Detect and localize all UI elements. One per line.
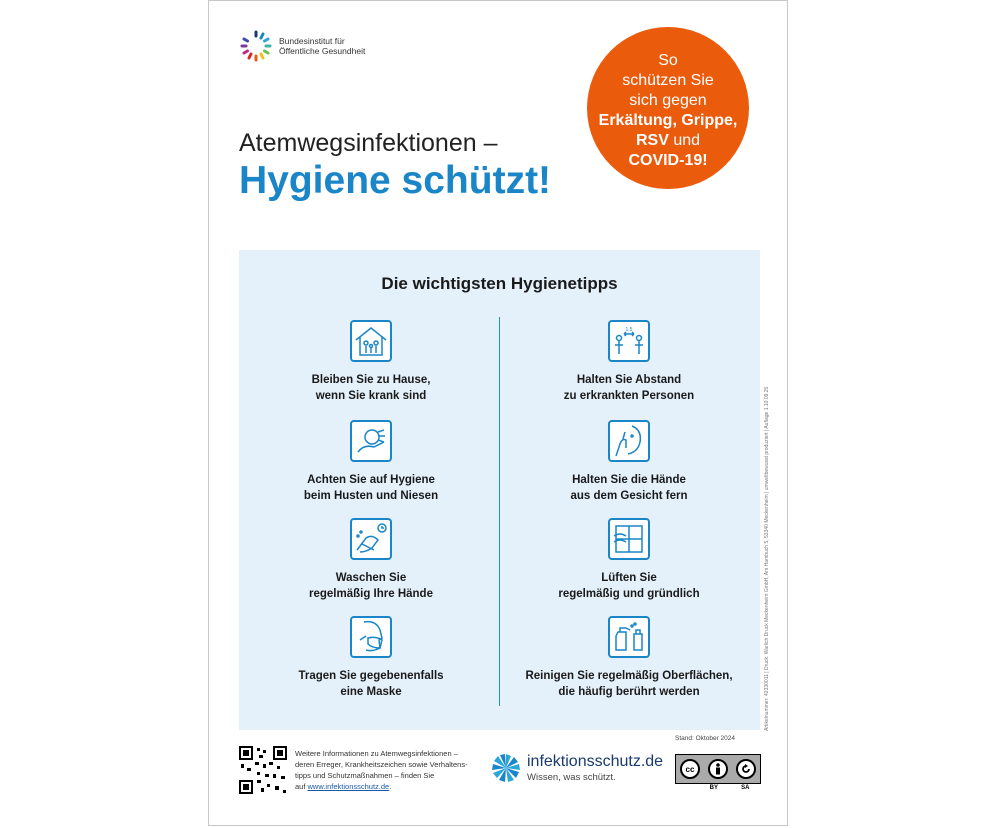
tip-ventilate <box>509 518 749 602</box>
cc-license-badge <box>675 754 761 784</box>
badge-line-3: sich gegen <box>629 92 707 109</box>
badge-line-5b: und <box>668 132 701 149</box>
date-stamp: Stand: Oktober 2024 <box>675 735 735 742</box>
by-person-icon <box>708 759 728 779</box>
tip-clean-surfaces <box>509 616 749 700</box>
tip-label: Reinigen Sie regelmäßig Oberflächen, die häufig berührt werden <box>525 670 733 698</box>
brand-logo <box>491 753 663 783</box>
badge-line-2: schützen Sie <box>622 72 714 89</box>
spray-icon <box>608 616 650 658</box>
badge-line-4: Erkältung, Grippe, <box>598 112 738 129</box>
window-icon <box>608 518 650 560</box>
cc-by-label: BY <box>709 785 718 791</box>
badge-line-6: COVID-19! <box>628 152 708 169</box>
target-badge <box>587 27 749 189</box>
tip-label: Bleiben Sie zu Hause, wenn Sie krank sind <box>311 374 431 402</box>
house-people-icon <box>350 320 392 362</box>
tip-keep-distance <box>509 320 749 404</box>
print-info-text: Artikelnummer: 42330011 | Druck: Warlich Druck Meckenheim GmbH, Am Hambuch 5, 53340 Meckenheim | umweltbewusst produziert | Auflage 1.10.09.25 <box>764 386 770 731</box>
info-prefix: auf <box>295 782 308 791</box>
panel-title: Die wichtigsten Hygienetipps <box>381 274 618 293</box>
tip-stay-home <box>251 320 491 404</box>
cc-labels <box>675 785 761 791</box>
badge-line-5a: RSV <box>635 132 669 149</box>
print-info <box>764 331 774 731</box>
tip-label: Halten Sie die Hände aus dem Gesicht fern <box>570 474 688 502</box>
tip-label: Tragen Sie gegebenenfalls eine Maske <box>298 670 444 698</box>
tip-label: Achten Sie auf Hygiene beim Husten und Niesen <box>303 474 439 502</box>
info-suffix: . <box>389 782 392 791</box>
info-line-1: Weitere Informationen zu Atemwegsinfektionen – <box>295 749 458 758</box>
handwash-icon <box>350 518 392 560</box>
tip-wash-hands <box>251 518 491 602</box>
badge-line-1: So <box>658 52 678 69</box>
column-divider <box>499 317 500 706</box>
sneeze-icon <box>350 420 392 462</box>
face-hand-icon <box>608 420 650 462</box>
headline-line2: Hygiene schützt! <box>239 159 552 202</box>
footer-info <box>295 748 475 792</box>
brand-tagline: Wissen, was schützt. <box>527 772 616 783</box>
svg-text:1,5: 1,5 <box>625 327 633 333</box>
tips-panel <box>239 250 760 730</box>
tip-label: Halten Sie Abstand zu erkrankten Personen <box>563 374 695 402</box>
info-line-3: tipps und Schutzmaßnahmen – finden Sie <box>295 771 435 780</box>
mask-icon <box>350 616 392 658</box>
cc-sa-label: SA <box>741 785 750 791</box>
cc-icon: cc <box>680 759 700 779</box>
tip-label: Lüften Sie regelmäßig und gründlich <box>558 572 700 600</box>
tip-wear-mask <box>251 616 491 700</box>
headline-line1: Atemwegsinfektionen – <box>239 129 498 157</box>
org-logo <box>239 29 365 63</box>
qr-code[interactable] <box>239 746 287 794</box>
poster <box>208 0 788 826</box>
org-logo-icon <box>239 29 273 63</box>
website-link[interactable]: www.infektionsschutz.de <box>307 782 390 791</box>
tip-cough-hygiene <box>251 420 491 504</box>
distance-icon <box>608 320 650 362</box>
sa-icon <box>736 759 756 779</box>
burst-icon <box>491 753 521 783</box>
brand-name: infektionsschutz.de <box>527 753 664 770</box>
org-name-line1: Bundesinstitut für <box>279 36 345 46</box>
tip-hands-off-face <box>509 420 749 504</box>
org-name-line2: Öffentliche Gesundheit <box>279 46 366 56</box>
info-line-2: deren Erreger, Krankheitszeichen sowie Verhaltens- <box>295 760 468 769</box>
tip-label: Waschen Sie regelmäßig Ihre Hände <box>309 572 433 600</box>
